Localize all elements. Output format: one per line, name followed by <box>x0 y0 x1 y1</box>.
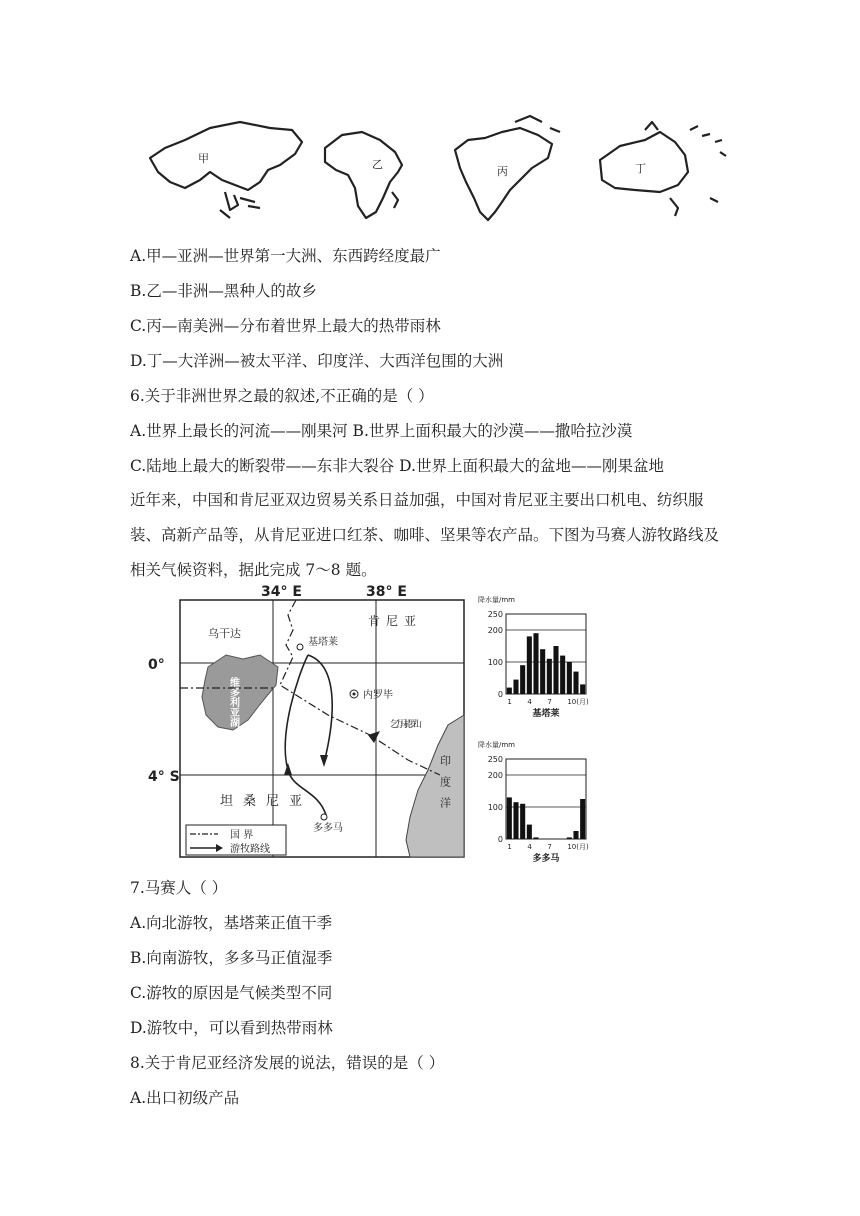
label-tanzania: 坦桑尼亚 <box>220 794 313 809</box>
chart-ytick: 200 <box>487 771 503 780</box>
q7-option-c: C.游牧的原因是气候类型不同 <box>130 984 333 1002</box>
chart-station: 基塔莱 <box>532 709 560 719</box>
q8-option-a: A.出口初级产品 <box>130 1089 240 1107</box>
lon-38e: 38° E <box>366 585 407 600</box>
legend-border: 国 界 <box>230 830 254 841</box>
precip-bar <box>533 633 538 694</box>
chart-ytick: 250 <box>487 610 503 619</box>
precip-bar <box>527 825 532 839</box>
precip-bar <box>560 656 565 694</box>
chart-ytick: 100 <box>487 803 503 812</box>
q5-option-c: C.丙—南美洲—分布着世界上最大的热带雨林 <box>130 317 441 335</box>
precip-bar <box>540 649 545 694</box>
q6-stem: 6.关于非洲世界之最的叙述,不正确的是（ ） <box>130 387 434 405</box>
q8-stem: 8.关于肯尼亚经济发展的说法，错误的是（ ） <box>130 1054 445 1072</box>
chart-ylabel: 降水量/mm <box>478 741 515 749</box>
precip-bar <box>580 684 585 694</box>
climate-charts <box>478 592 608 872</box>
label-kitale: 基塔莱 <box>308 637 338 648</box>
lon-34e: 34° E <box>261 585 302 600</box>
continents-figure <box>130 110 730 225</box>
label-ding: 丁 <box>635 162 646 175</box>
label-kilimanjaro: 乞力马扎罗山 <box>390 720 422 730</box>
chart-xtick: 10(月) <box>567 698 589 706</box>
asia-outline <box>150 122 302 190</box>
label-bing: 丙 <box>497 165 508 178</box>
ocean-label: 印度洋 <box>438 755 452 818</box>
chart-xtick: 7 <box>547 698 552 706</box>
chart-ytick: 200 <box>487 626 503 635</box>
chart-ytick: 100 <box>487 658 503 667</box>
intro-paragraph: 近年来，中国和肯尼亚双边贸易关系日益加强，中国对肯尼亚主要出口机电、纺织服装、高新产品等，从肯尼亚进口红茶、咖啡、坚果等农产品。下图为马赛人游牧路线及相关气候资料，据此完成 7～8 题。 <box>130 491 720 579</box>
precip-bar <box>507 688 512 694</box>
lat-4s: 4° S <box>148 769 180 785</box>
q7-option-b: B.向南游牧，多多马正值湿季 <box>130 949 333 967</box>
label-kenya: 肯尼亚 <box>368 614 423 628</box>
precip-bar <box>567 837 572 839</box>
q5-option-b: B.乙—非洲—黑种人的故乡 <box>130 282 317 300</box>
precip-bar <box>553 646 558 694</box>
chart-xtick: 10(月) <box>567 843 589 851</box>
label-nairobi: 内罗毕 <box>363 690 393 701</box>
chart-station: 多多马 <box>532 854 560 864</box>
q6-option-cd: C.陆地上最大的断裂带——东非大裂谷 D.世界上面积最大的盆地——刚果盆地 <box>130 457 664 475</box>
chart-ylabel: 降水量/mm <box>478 596 515 604</box>
precip-bar <box>573 672 578 694</box>
precip-bar <box>513 680 518 694</box>
label-dodoma: 多多马 <box>313 823 343 834</box>
chart-ytick: 0 <box>497 690 503 699</box>
label-yi: 乙 <box>372 158 383 171</box>
chart-xtick: 7 <box>547 843 552 851</box>
chart-ytick: 0 <box>497 835 503 844</box>
chart-xtick: 4 <box>527 843 532 851</box>
q7-option-a: A.向北游牧，基塔莱正值干季 <box>130 914 333 932</box>
precip-bar <box>513 802 518 839</box>
legend-route: 游牧路线 <box>230 844 270 855</box>
africa-outline <box>325 132 402 218</box>
q5-option-a: A.甲—亚洲—世界第一大洲、东西跨经度最广 <box>130 247 441 265</box>
kenya-map <box>148 585 470 860</box>
label-uganda: 乌干达 <box>208 627 241 640</box>
precip-bar <box>533 837 538 839</box>
label-jia: 甲 <box>198 152 209 165</box>
chart-xtick: 1 <box>507 843 512 851</box>
lat-0: 0° <box>148 657 165 673</box>
precip-bar <box>580 799 585 839</box>
precip-bar <box>567 662 572 694</box>
q5-option-d: D.丁—大洋洲—被太平洋、印度洋、大西洋包围的大洲 <box>130 352 504 370</box>
q7-stem: 7.马赛人（ ） <box>130 879 228 897</box>
precip-bar <box>573 831 578 839</box>
precip-bar <box>527 636 532 694</box>
chart-xtick: 4 <box>527 698 532 706</box>
chart-xtick: 1 <box>507 698 512 706</box>
precip-bar <box>520 665 525 694</box>
precip-bar <box>547 659 552 694</box>
q7-option-d: D.游牧中，可以看到热带雨林 <box>130 1019 333 1037</box>
lake-label: 维多利亚湖 <box>227 677 239 727</box>
precip-bar <box>520 804 525 839</box>
q6-option-ab: A.世界上最长的河流——刚果河 B.世界上面积最大的沙漠——撒哈拉沙漠 <box>130 422 633 440</box>
precip-bar <box>507 797 512 839</box>
chart-ytick: 250 <box>487 755 503 764</box>
